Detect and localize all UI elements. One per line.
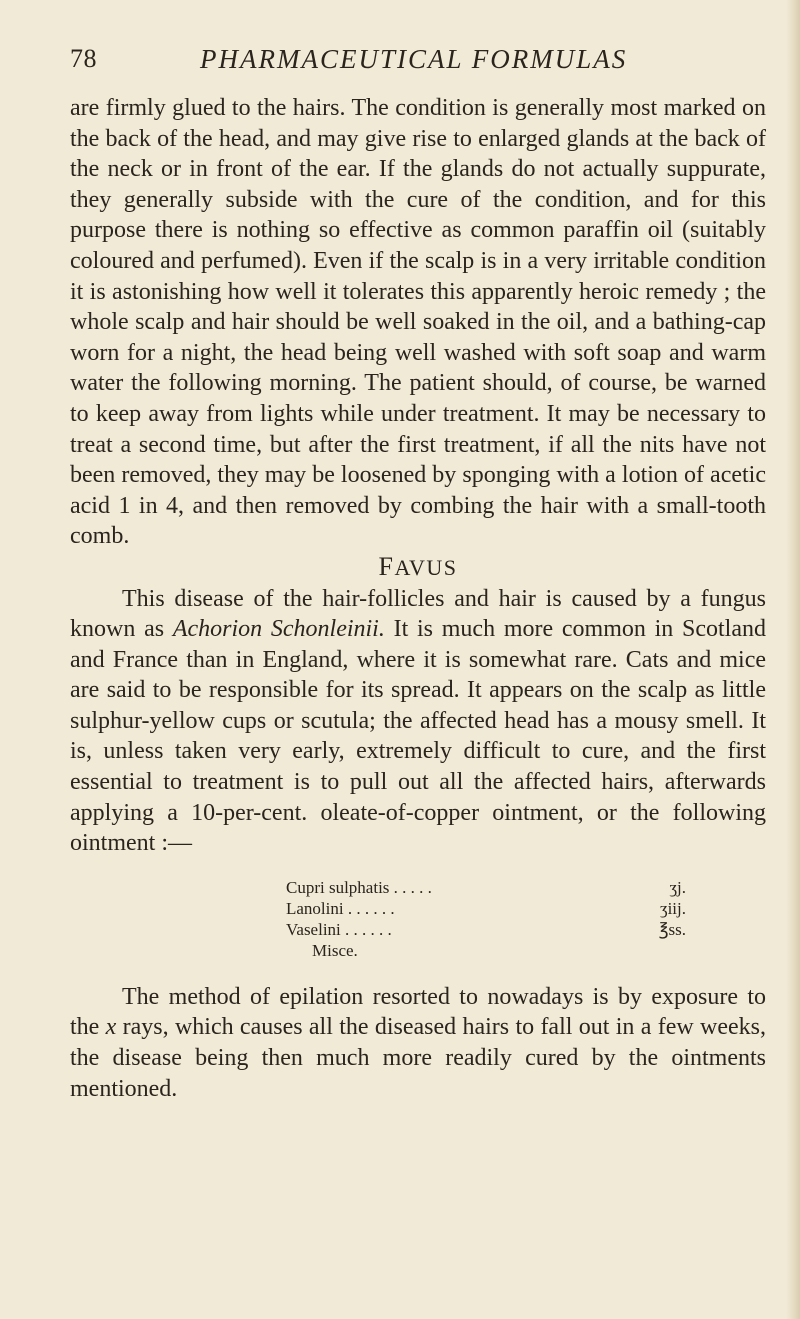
para3-before: The method of epilation resorted to nowadays is by exposure to the xyxy=(70,983,766,1041)
running-head: PHARMACEUTICAL FORMULAS xyxy=(200,44,628,74)
prescription-instruction: Misce. xyxy=(312,940,358,960)
section-heading-favus xyxy=(70,552,766,584)
heading-rest: AVUS xyxy=(394,554,458,580)
prescription-line xyxy=(286,919,686,940)
para2-after: It is much more common in Scotland and France than in England, where it is somewhat rare. Cats and mice are said to be responsible for its spread. It appears on the scalp as little sulphur-yellow cups or scutula; the affected head has a mousy smell. It is, unless taken very early, extremely difficult to cure, and the first essential to treatment is to pull out all the affected hairs, afterwards applying a 10-per-cent. oleate-of-copper ointment, or the following ointment :— xyxy=(70,616,766,857)
ingredient-name: Cupri sulphatis . . . . . xyxy=(286,877,432,897)
ingredient-name: Lanolini . . . . . . xyxy=(286,898,395,918)
paragraph-favus xyxy=(70,584,766,859)
prescription-line xyxy=(286,898,686,919)
ingredient-quantity: ℥ss. xyxy=(658,919,686,939)
page-header xyxy=(70,44,770,84)
page-body xyxy=(70,93,766,1104)
fungus-name: Achorion Schonleinii. xyxy=(172,616,385,643)
prescription-block xyxy=(286,877,686,961)
page-edge xyxy=(786,0,800,1319)
paragraph-epilation xyxy=(70,982,766,1104)
ingredient-quantity: ʒiij. xyxy=(660,898,686,918)
page-number: 78 xyxy=(70,44,97,73)
heading-initial: F xyxy=(378,551,395,581)
paragraph-continuation: are firmly glued to the hairs. The condition is generally most marked on the back of the head, and may give rise to enlarged glands at the back of the neck or in front of the ear. If the glands do not actually suppurate, they generally subside with the cure of the condition, and for this purpose there is nothing so effective as common paraffin oil (suitably coloured and perfumed). Even if the scalp is in a very irritable condition it is astonishing how well it tolerates this apparently heroic remedy ; the whole scalp and hair should be well soaked in the oil, and a bathing-cap worn for a night, the head being well washed with soft soap and warm water the following morning. The patient should, of course, be warned to keep away from lights while under treatment. It may be necessary to treat a second time, but after the first treatment, if all the nits have not been removed, they may be loosened by sponging with a lotion of acetic acid 1 in 4, and then removed by combing the hair with a small-tooth comb. xyxy=(70,95,766,550)
para2-before: This disease of the hair-follicles and hair is caused by a fungus known as xyxy=(70,585,766,643)
prescription-line xyxy=(286,877,686,898)
x-symbol: x xyxy=(105,1014,117,1041)
ingredient-name: Vaselini . . . . . . xyxy=(286,919,392,939)
ingredient-quantity: ʒj. xyxy=(669,877,686,897)
para3-after: rays, which causes all the diseased hairs to fall out in a few weeks, the disease being then much more readily cured by the ointments mentioned. xyxy=(70,1014,766,1102)
